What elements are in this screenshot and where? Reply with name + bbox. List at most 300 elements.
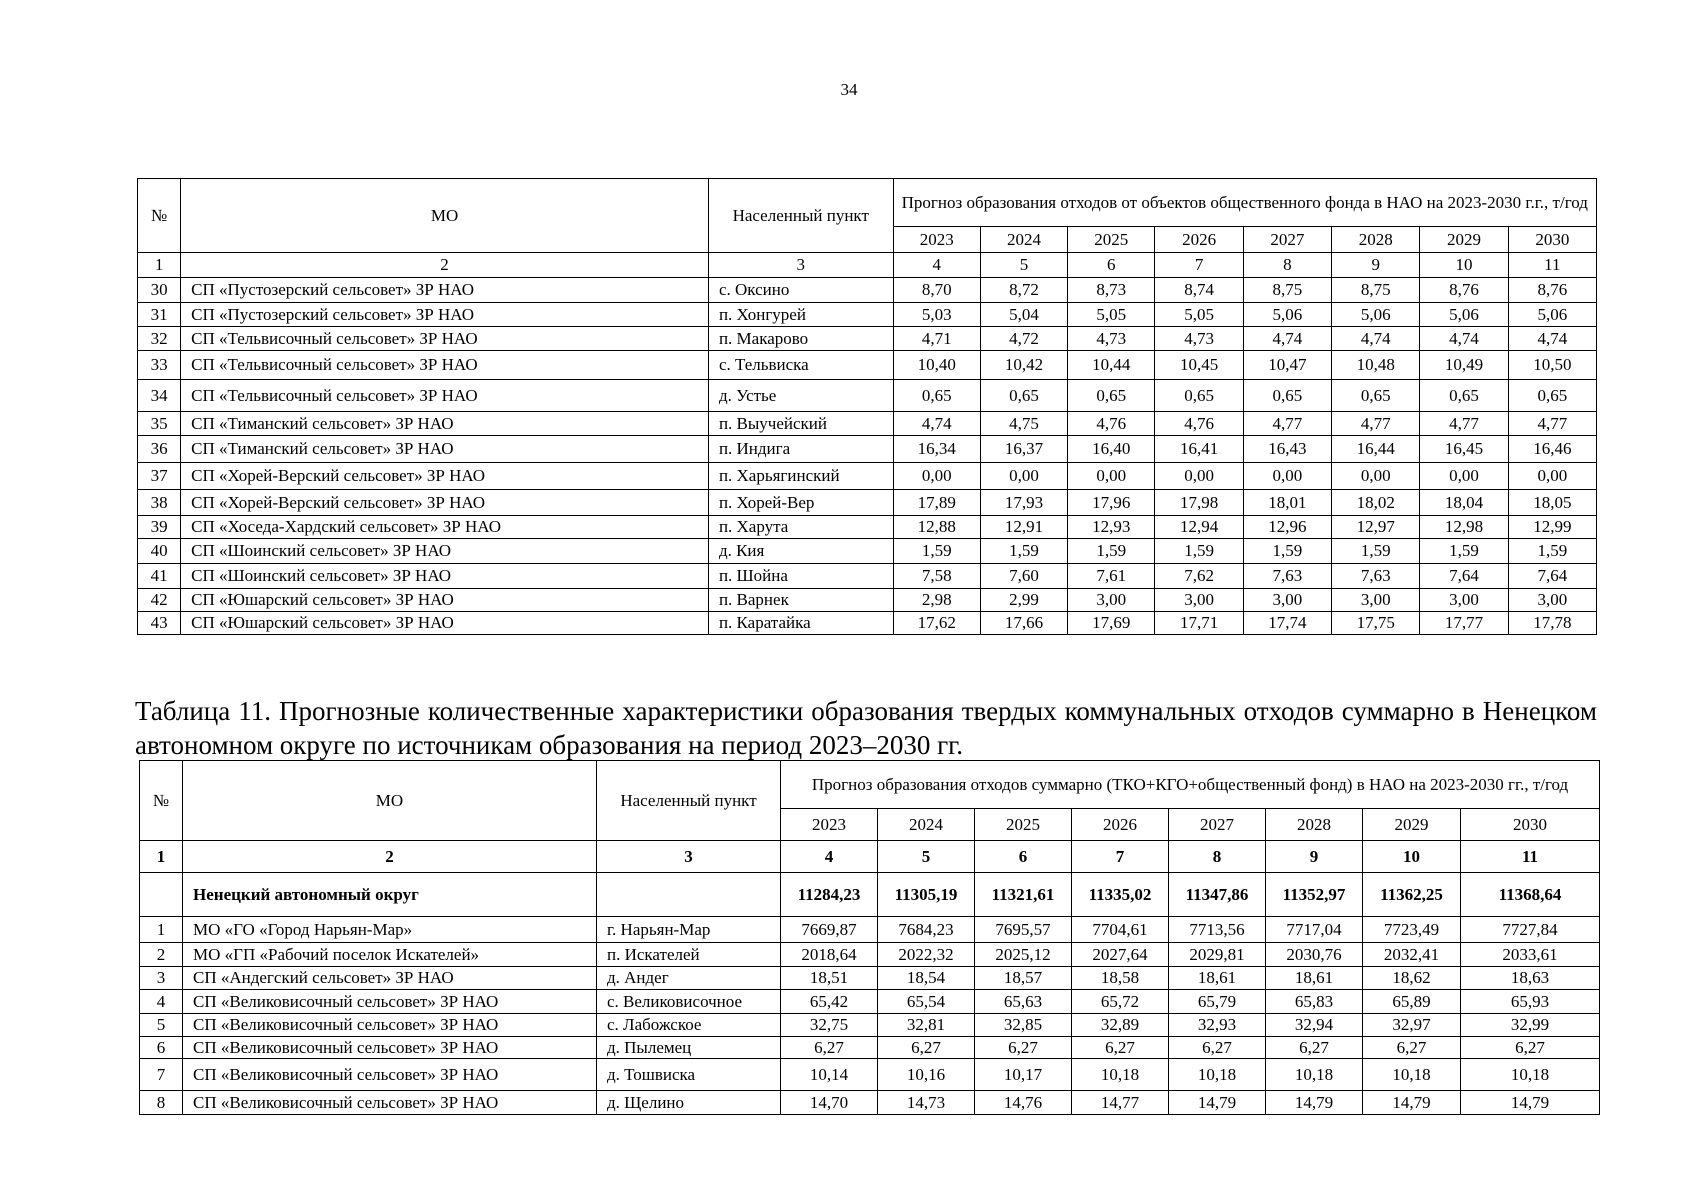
row-value: 4,73 (1068, 327, 1155, 351)
row-value: 0,00 (1155, 463, 1243, 490)
row-settlement: д. Щелино (597, 1091, 781, 1115)
row-mo: СП «Тельвисочный сельсовет» ЗР НАО (181, 327, 709, 351)
row-value: 8,72 (980, 278, 1067, 303)
row-number: 4 (140, 990, 183, 1014)
row-value: 2033,61 (1461, 943, 1600, 967)
row-value: 16,44 (1332, 436, 1420, 463)
table-row (138, 380, 1597, 412)
row-mo: СП «Хорей-Верский сельсовет» ЗР НАО (181, 463, 709, 490)
row-value: 6,27 (878, 1037, 975, 1059)
row-settlement: г. Нарьян-Мар (597, 917, 781, 943)
row-mo: СП «Великовисочный сельсовет» ЗР НАО (183, 990, 597, 1014)
year-header-cell: 2024 (878, 809, 975, 841)
header-index-row (140, 841, 1600, 873)
row-value: 5,06 (1420, 303, 1508, 327)
row-settlement: с. Великовисочное (597, 990, 781, 1014)
year-header-cell: 2026 (1155, 227, 1243, 253)
row-value: 0,65 (1068, 380, 1155, 412)
row-value: 14,77 (1072, 1091, 1169, 1115)
header-forecast-group: Прогноз образования отходов от объектов общественного фонда в НАО на 2023-2030 г.г., т/год (893, 179, 1596, 227)
row-value: 7,58 (893, 564, 980, 589)
header-forecast-group: Прогноз образования отходов суммарно (ТКО+КГО+общественный фонд) в НАО на 2023-2030 гг., т/год (781, 761, 1600, 809)
row-value: 4,73 (1155, 327, 1243, 351)
row-value: 6,27 (1072, 1037, 1169, 1059)
header-mo: МО (183, 761, 597, 841)
row-value: 6,27 (975, 1037, 1072, 1059)
row-value: 4,77 (1243, 412, 1331, 436)
row-value: 10,18 (1461, 1059, 1600, 1091)
row-mo: МО «ГП «Рабочий поселок Искателей» (183, 943, 597, 967)
row-value: 1,59 (980, 539, 1067, 564)
row-value: 2029,81 (1169, 943, 1266, 967)
table-row (138, 436, 1597, 463)
row-value: 7713,56 (1169, 917, 1266, 943)
row-value: 17,93 (980, 490, 1067, 516)
table-row (140, 967, 1600, 990)
row-number: 2 (140, 943, 183, 967)
column-index-cell: 1 (138, 253, 181, 278)
row-value: 0,00 (893, 463, 980, 490)
year-header-cell: 2024 (980, 227, 1067, 253)
row-value: 65,89 (1363, 990, 1461, 1014)
header-number: № (140, 761, 183, 841)
row-value: 4,77 (1420, 412, 1508, 436)
row-value: 65,54 (878, 990, 975, 1014)
table-public-fund-forecast (137, 178, 1597, 635)
row-value: 7,63 (1243, 564, 1331, 589)
row-number: 40 (138, 539, 181, 564)
row-value: 8,76 (1420, 278, 1508, 303)
row-mo: СП «Шоинский сельсовет» ЗР НАО (181, 539, 709, 564)
row-number: 42 (138, 589, 181, 612)
row-mo: СП «Пустозерский сельсовет» ЗР НАО (181, 278, 709, 303)
row-settlement: п. Харута (708, 516, 893, 539)
row-value: 1,59 (1420, 539, 1508, 564)
row-number: 7 (140, 1059, 183, 1091)
row-value: 11368,64 (1461, 873, 1600, 917)
year-header-cell: 2023 (893, 227, 980, 253)
row-settlement: д. Пылемец (597, 1037, 781, 1059)
row-value: 2,98 (893, 589, 980, 612)
row-value: 10,42 (980, 351, 1067, 380)
header-number: № (138, 179, 181, 253)
table-row (140, 1037, 1600, 1059)
row-value: 2018,64 (781, 943, 878, 967)
row-mo: СП «Великовисочный сельсовет» ЗР НАО (183, 1014, 597, 1037)
row-value: 7695,57 (975, 917, 1072, 943)
row-mo: СП «Тиманский сельсовет» ЗР НАО (181, 436, 709, 463)
row-value: 0,65 (1155, 380, 1243, 412)
row-value: 11347,86 (1169, 873, 1266, 917)
column-index-cell: 10 (1420, 253, 1508, 278)
column-index-cell: 2 (183, 841, 597, 873)
row-value: 7,63 (1332, 564, 1420, 589)
header-settlement: Населенный пункт (597, 761, 781, 841)
row-value: 12,94 (1155, 516, 1243, 539)
column-index-cell: 9 (1332, 253, 1420, 278)
row-value: 12,98 (1420, 516, 1508, 539)
row-value: 14,79 (1169, 1091, 1266, 1115)
row-value: 0,65 (893, 380, 980, 412)
row-settlement: д. Андег (597, 967, 781, 990)
row-value: 0,65 (980, 380, 1067, 412)
table-row (138, 539, 1597, 564)
row-value: 17,89 (893, 490, 980, 516)
table-row (138, 589, 1597, 612)
row-mo: СП «Тельвисочный сельсовет» ЗР НАО (181, 380, 709, 412)
row-mo: СП «Юшарский сельсовет» ЗР НАО (181, 612, 709, 635)
row-mo: СП «Тиманский сельсовет» ЗР НАО (181, 412, 709, 436)
total-row (140, 873, 1600, 917)
row-settlement: д. Тошвиска (597, 1059, 781, 1091)
row-value: 0,00 (1068, 463, 1155, 490)
row-value: 10,45 (1155, 351, 1243, 380)
row-value: 3,00 (1243, 589, 1331, 612)
row-number: 36 (138, 436, 181, 463)
row-value: 18,61 (1266, 967, 1363, 990)
column-index-cell: 3 (597, 841, 781, 873)
year-header-cell: 2028 (1332, 227, 1420, 253)
row-value: 32,85 (975, 1014, 1072, 1037)
table-row (140, 1091, 1600, 1115)
row-value: 2030,76 (1266, 943, 1363, 967)
row-value: 8,74 (1155, 278, 1243, 303)
row-number: 3 (140, 967, 183, 990)
year-header-cell: 2023 (781, 809, 878, 841)
row-value: 2,99 (980, 589, 1067, 612)
row-value: 18,57 (975, 967, 1072, 990)
row-mo: СП «Великовисочный сельсовет» ЗР НАО (183, 1037, 597, 1059)
row-value: 5,06 (1332, 303, 1420, 327)
year-header-cell: 2029 (1420, 227, 1508, 253)
row-value: 32,99 (1461, 1014, 1600, 1037)
row-value: 2027,64 (1072, 943, 1169, 967)
table-row (138, 490, 1597, 516)
row-mo: Ненецкий автономный округ (183, 873, 597, 917)
table-row (138, 516, 1597, 539)
row-value: 17,75 (1332, 612, 1420, 635)
year-header-cell: 2025 (975, 809, 1072, 841)
row-value: 0,65 (1332, 380, 1420, 412)
row-value: 11352,97 (1266, 873, 1363, 917)
table-row (138, 612, 1597, 635)
row-value: 18,51 (781, 967, 878, 990)
row-value: 0,00 (980, 463, 1067, 490)
table-row (138, 463, 1597, 490)
year-header-cell: 2027 (1243, 227, 1331, 253)
row-value: 5,04 (980, 303, 1067, 327)
row-value: 2025,12 (975, 943, 1072, 967)
row-value: 4,74 (1243, 327, 1331, 351)
row-mo: СП «Андегский сельсовет» ЗР НАО (183, 967, 597, 990)
row-value: 8,76 (1508, 278, 1596, 303)
row-value: 8,70 (893, 278, 980, 303)
row-value: 7717,04 (1266, 917, 1363, 943)
header-index-row (138, 253, 1597, 278)
row-value: 7704,61 (1072, 917, 1169, 943)
column-index-cell: 1 (140, 841, 183, 873)
row-value: 17,66 (980, 612, 1067, 635)
row-value: 4,71 (893, 327, 980, 351)
row-settlement: п. Каратайка (708, 612, 893, 635)
row-value: 7,62 (1155, 564, 1243, 589)
header-settlement: Населенный пункт (708, 179, 893, 253)
table-row (140, 943, 1600, 967)
row-value: 17,96 (1068, 490, 1155, 516)
column-index-cell: 5 (980, 253, 1067, 278)
row-value: 14,73 (878, 1091, 975, 1115)
row-value: 4,75 (980, 412, 1067, 436)
row-value: 1,59 (893, 539, 980, 564)
row-number: 41 (138, 564, 181, 589)
row-value: 32,94 (1266, 1014, 1363, 1037)
row-value: 0,65 (1508, 380, 1596, 412)
year-header-cell: 2026 (1072, 809, 1169, 841)
column-index-cell: 5 (878, 841, 975, 873)
row-value: 1,59 (1243, 539, 1331, 564)
row-value: 6,27 (1169, 1037, 1266, 1059)
row-value: 5,06 (1508, 303, 1596, 327)
row-number: 43 (138, 612, 181, 635)
row-value: 0,00 (1508, 463, 1596, 490)
row-value: 0,65 (1243, 380, 1331, 412)
column-index-cell: 6 (975, 841, 1072, 873)
row-value: 4,76 (1155, 412, 1243, 436)
header-mo: МО (181, 179, 709, 253)
row-settlement: п. Варнек (708, 589, 893, 612)
table-row (138, 303, 1597, 327)
row-number (140, 873, 183, 917)
row-value: 18,54 (878, 967, 975, 990)
row-value: 10,18 (1169, 1059, 1266, 1091)
table-row (138, 327, 1597, 351)
column-index-cell: 11 (1461, 841, 1600, 873)
row-value: 12,88 (893, 516, 980, 539)
row-value: 16,37 (980, 436, 1067, 463)
row-value: 10,47 (1243, 351, 1331, 380)
year-header-cell: 2028 (1266, 809, 1363, 841)
row-settlement: п. Харьягинский (708, 463, 893, 490)
row-value: 2032,41 (1363, 943, 1461, 967)
row-settlement: д. Кия (708, 539, 893, 564)
row-value: 7,60 (980, 564, 1067, 589)
row-value: 14,79 (1461, 1091, 1600, 1115)
row-value: 16,41 (1155, 436, 1243, 463)
row-value: 8,75 (1332, 278, 1420, 303)
row-mo: СП «Великовисочный сельсовет» ЗР НАО (183, 1091, 597, 1115)
row-value: 1,59 (1332, 539, 1420, 564)
row-value: 17,77 (1420, 612, 1508, 635)
column-index-cell: 8 (1243, 253, 1331, 278)
row-value: 18,61 (1169, 967, 1266, 990)
row-value: 3,00 (1508, 589, 1596, 612)
row-value: 14,79 (1266, 1091, 1363, 1115)
page-number: 34 (840, 80, 858, 99)
row-settlement: с. Тельвиска (708, 351, 893, 380)
row-settlement: п. Хорей-Вер (708, 490, 893, 516)
row-value: 32,93 (1169, 1014, 1266, 1037)
row-value: 7727,84 (1461, 917, 1600, 943)
column-index-cell: 2 (181, 253, 709, 278)
row-value: 14,76 (975, 1091, 1072, 1115)
row-value: 10,18 (1266, 1059, 1363, 1091)
row-mo: СП «Пустозерский сельсовет» ЗР НАО (181, 303, 709, 327)
row-value: 7669,87 (781, 917, 878, 943)
row-value: 8,75 (1243, 278, 1331, 303)
column-index-cell: 11 (1508, 253, 1596, 278)
row-mo: СП «Тельвисочный сельсовет» ЗР НАО (181, 351, 709, 380)
row-value: 7723,49 (1363, 917, 1461, 943)
column-index-cell: 8 (1169, 841, 1266, 873)
row-value: 5,03 (893, 303, 980, 327)
year-header-cell: 2030 (1461, 809, 1600, 841)
row-value: 10,17 (975, 1059, 1072, 1091)
row-value: 2022,32 (878, 943, 975, 967)
year-header-cell: 2030 (1508, 227, 1596, 253)
row-value: 4,72 (980, 327, 1067, 351)
row-value: 0,00 (1332, 463, 1420, 490)
row-settlement: с. Оксино (708, 278, 893, 303)
column-index-cell: 4 (781, 841, 878, 873)
row-value: 4,74 (1332, 327, 1420, 351)
column-index-cell: 3 (708, 253, 893, 278)
row-value: 16,43 (1243, 436, 1331, 463)
row-value: 7,64 (1508, 564, 1596, 589)
row-value: 4,74 (1420, 327, 1508, 351)
row-value: 14,79 (1363, 1091, 1461, 1115)
row-value: 10,40 (893, 351, 980, 380)
row-number: 5 (140, 1014, 183, 1037)
row-settlement: п. Выучейский (708, 412, 893, 436)
table-row (140, 990, 1600, 1014)
row-settlement: п. Шойна (708, 564, 893, 589)
row-value: 4,74 (893, 412, 980, 436)
row-value: 17,78 (1508, 612, 1596, 635)
row-value: 12,97 (1332, 516, 1420, 539)
row-value: 0,00 (1243, 463, 1331, 490)
row-value: 17,62 (893, 612, 980, 635)
row-value: 12,93 (1068, 516, 1155, 539)
row-value: 16,40 (1068, 436, 1155, 463)
row-value: 10,18 (1363, 1059, 1461, 1091)
row-value: 17,69 (1068, 612, 1155, 635)
row-number: 38 (138, 490, 181, 516)
row-value: 6,27 (781, 1037, 878, 1059)
row-value: 18,62 (1363, 967, 1461, 990)
row-value: 10,49 (1420, 351, 1508, 380)
row-number: 33 (138, 351, 181, 380)
row-value: 65,42 (781, 990, 878, 1014)
row-value: 16,46 (1508, 436, 1596, 463)
row-value: 11305,19 (878, 873, 975, 917)
year-header-cell: 2027 (1169, 809, 1266, 841)
row-value: 4,77 (1508, 412, 1596, 436)
row-settlement (597, 873, 781, 917)
row-mo: СП «Юшарский сельсовет» ЗР НАО (181, 589, 709, 612)
table-row (140, 1059, 1600, 1091)
row-value: 3,00 (1068, 589, 1155, 612)
table-row (138, 412, 1597, 436)
row-value: 3,00 (1155, 589, 1243, 612)
row-settlement: п. Искателей (597, 943, 781, 967)
row-number: 6 (140, 1037, 183, 1059)
row-value: 10,18 (1072, 1059, 1169, 1091)
row-number: 8 (140, 1091, 183, 1115)
row-value: 32,97 (1363, 1014, 1461, 1037)
row-value: 12,96 (1243, 516, 1331, 539)
row-number: 31 (138, 303, 181, 327)
row-value: 7684,23 (878, 917, 975, 943)
row-number: 1 (140, 917, 183, 943)
row-value: 18,01 (1243, 490, 1331, 516)
row-mo: СП «Шоинский сельсовет» ЗР НАО (181, 564, 709, 589)
row-value: 5,06 (1243, 303, 1331, 327)
column-index-cell: 9 (1266, 841, 1363, 873)
row-value: 8,73 (1068, 278, 1155, 303)
row-value: 17,71 (1155, 612, 1243, 635)
row-value: 12,99 (1508, 516, 1596, 539)
row-mo: МО «ГО «Город Нарьян-Мар» (183, 917, 597, 943)
row-value: 7,61 (1068, 564, 1155, 589)
row-value: 16,34 (893, 436, 980, 463)
row-value: 65,63 (975, 990, 1072, 1014)
row-value: 65,93 (1461, 990, 1600, 1014)
table-total-waste-forecast (139, 760, 1600, 1115)
row-value: 17,74 (1243, 612, 1331, 635)
row-mo: СП «Хоседа-Хардский сельсовет» ЗР НАО (181, 516, 709, 539)
row-value: 32,81 (878, 1014, 975, 1037)
column-index-cell: 7 (1155, 253, 1243, 278)
column-index-cell: 6 (1068, 253, 1155, 278)
row-value: 5,05 (1068, 303, 1155, 327)
row-value: 4,76 (1068, 412, 1155, 436)
row-value: 10,50 (1508, 351, 1596, 380)
row-value: 18,02 (1332, 490, 1420, 516)
row-settlement: п. Индига (708, 436, 893, 463)
row-settlement: д. Устье (708, 380, 893, 412)
column-index-cell: 4 (893, 253, 980, 278)
column-index-cell: 10 (1363, 841, 1461, 873)
row-value: 11284,23 (781, 873, 878, 917)
row-value: 7,64 (1420, 564, 1508, 589)
row-value: 11321,61 (975, 873, 1072, 917)
row-value: 3,00 (1332, 589, 1420, 612)
row-value: 1,59 (1068, 539, 1155, 564)
row-value: 6,27 (1363, 1037, 1461, 1059)
row-value: 10,16 (878, 1059, 975, 1091)
row-value: 10,44 (1068, 351, 1155, 380)
row-mo: СП «Великовисочный сельсовет» ЗР НАО (183, 1059, 597, 1091)
column-index-cell: 7 (1072, 841, 1169, 873)
row-number: 30 (138, 278, 181, 303)
row-number: 39 (138, 516, 181, 539)
row-value: 65,83 (1266, 990, 1363, 1014)
row-value: 18,05 (1508, 490, 1596, 516)
row-number: 32 (138, 327, 181, 351)
row-value: 11335,02 (1072, 873, 1169, 917)
row-value: 11362,25 (1363, 873, 1461, 917)
row-value: 18,63 (1461, 967, 1600, 990)
table-caption: Таблица 11. Прогнозные количественные характеристики образования твердых коммунальных отходов суммарно в Ненецком автономном округе по источникам образования на период 2023–2030 гг. (135, 696, 1597, 760)
row-value: 10,48 (1332, 351, 1420, 380)
row-value: 6,27 (1266, 1037, 1363, 1059)
row-value: 6,27 (1461, 1037, 1600, 1059)
row-value: 4,74 (1508, 327, 1596, 351)
row-settlement: п. Хонгурей (708, 303, 893, 327)
row-value: 17,98 (1155, 490, 1243, 516)
row-value: 32,75 (781, 1014, 878, 1037)
row-value: 5,05 (1155, 303, 1243, 327)
